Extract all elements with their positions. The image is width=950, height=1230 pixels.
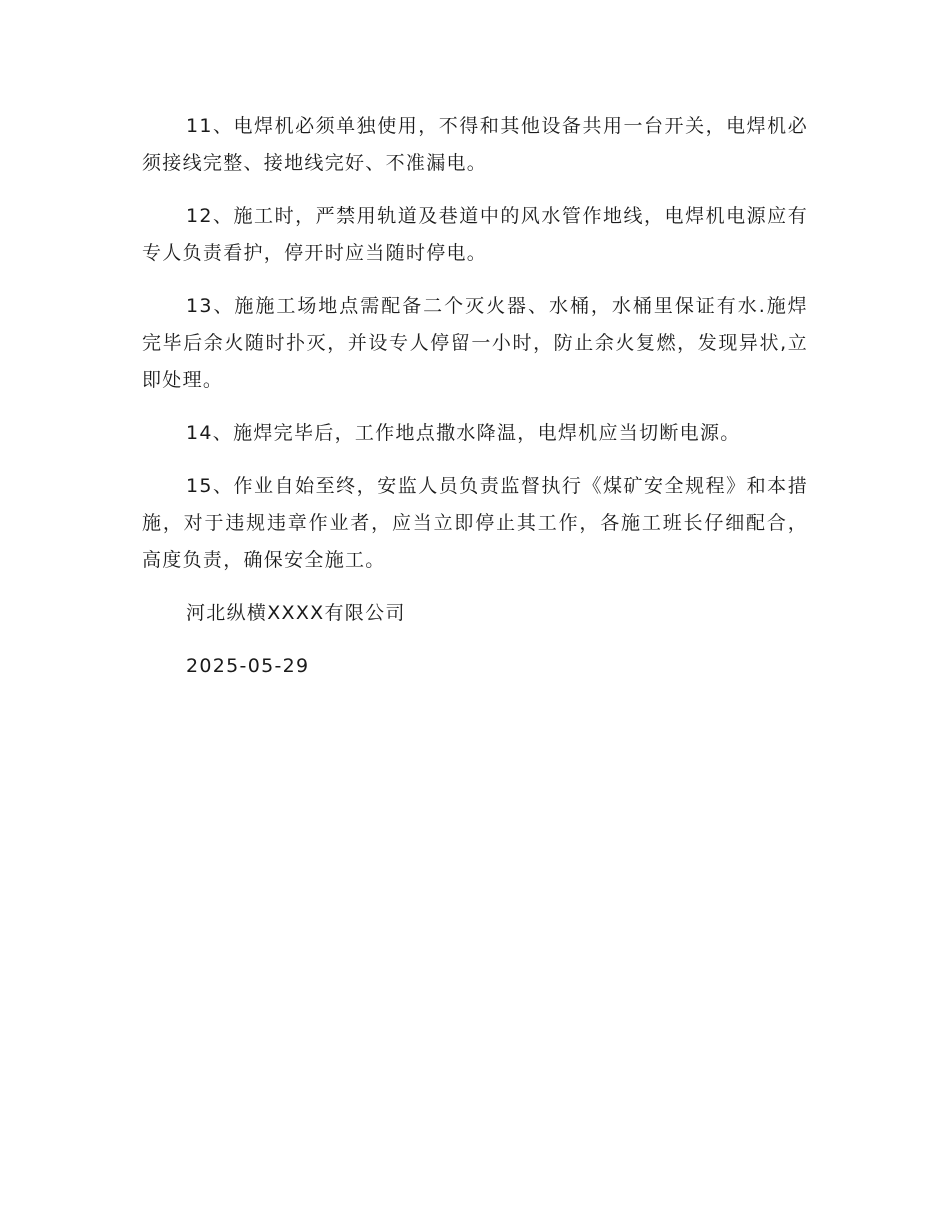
- paragraph-item-14: 14、施焊完毕后，工作地点撒水降温，电焊机应当切断电源。: [186, 422, 741, 444]
- paragraph-item-13: 13、施施工场地点需配备二个灭火器、水桶，水桶里保证有水.施焊完毕后余火随时扑灭，并设专人停留一小时，防止余火复燃，发现异状,立即处理。: [142, 295, 808, 391]
- document-date: 2025-05-29: [186, 655, 310, 677]
- document-body: [142, 108, 808, 701]
- paragraph-item-11: 11、电焊机必须单独使用，不得和其他设备共用一台开关，电焊机必须接线完整、接地线完好、不准漏电。: [142, 115, 808, 174]
- paragraph-item-15: 15、作业自始至终，安监人员负责监督执行《煤矿安全规程》和本措施，对于违规违章作业者，应当立即停止其工作，各施工班长仔细配合，高度负责，确保安全施工。: [142, 475, 808, 571]
- paragraph-item-12: 12、施工时，严禁用轨道及巷道中的风水管作地线，电焊机电源应有专人负责看护，停开时应当随时停电。: [142, 205, 808, 264]
- company-name: 河北纵横XXXX有限公司: [186, 602, 406, 624]
